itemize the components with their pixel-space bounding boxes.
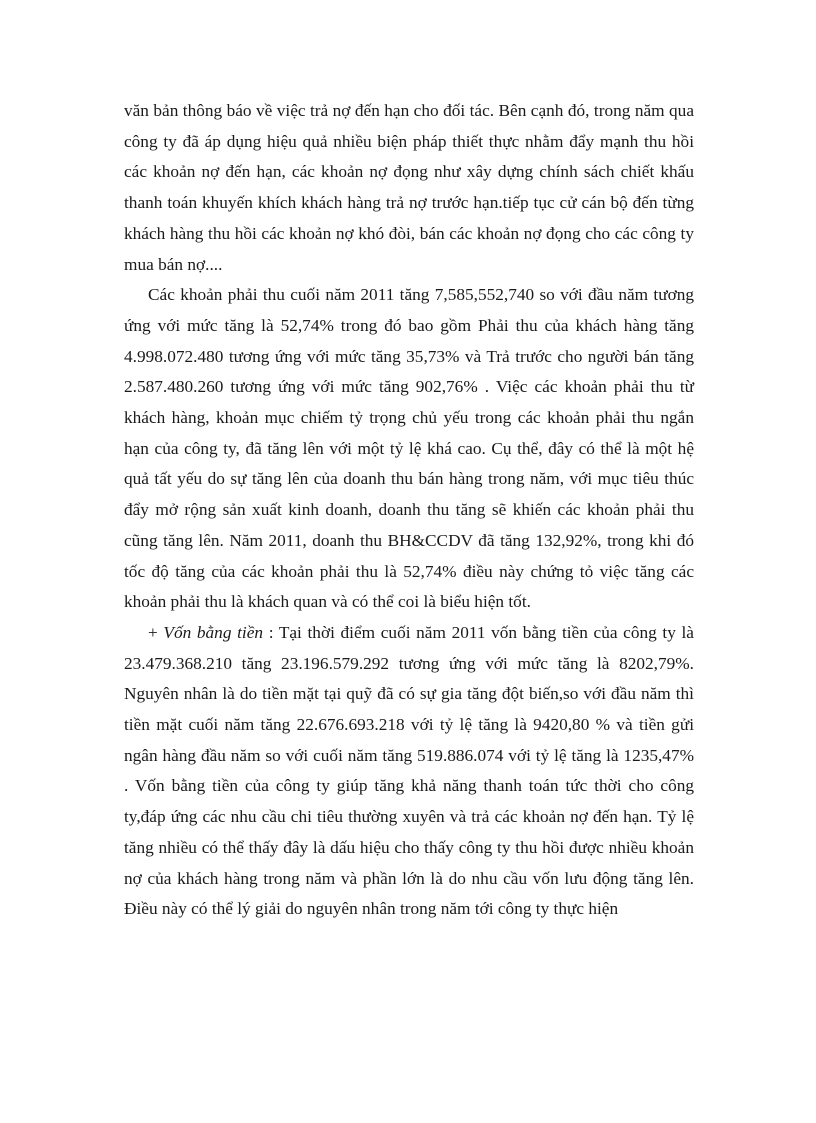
paragraph-cash-capital-body: : Tại thời điểm cuối năm 2011 vốn bằng tiền của công ty là 23.479.368.210 tăng 23.196.579.292 tương ứng với mức tăng là 8202,79%. Nguyên nhân là do tiền mặt tại quỹ đã có sự gia tăng đột biến,so với đầu năm thì tiền mặt cuối năm tăng 22.676.693.218 với tỷ lệ tăng là 9420,80 % và tiền gửi ngân hàng đầu năm so với cuối năm tăng 519.886.074 với tỷ lệ tăng là 1235,47% . Vốn bằng tiền của công ty giúp tăng khả năng thanh toán tức thời cho công ty,đáp ứng các nhu cầu chi tiêu thường xuyên và trả các khoản nợ đến hạn. Tỷ lệ tăng nhiều có thể thấy đây là dấu hiệu cho thấy công ty thu hồi được nhiều khoản nợ của khách hàng trong năm và phần lớn là do nhu cầu vốn lưu động tăng lên. Điều này có thể lý giải do nguyên nhân trong năm tới công ty thực hiện bbox=[124, 622, 694, 919]
bullet-plus: + bbox=[148, 622, 158, 642]
document-body bbox=[124, 96, 694, 925]
heading-cash-capital: Vốn bằng tiền bbox=[163, 622, 264, 642]
paragraph-receivables: Các khoản phải thu cuối năm 2011 tăng 7,585,552,740 so với đầu năm tương ứng với mức tăng là 52,74% trong đó bao gồm Phải thu của khách hàng tăng 4.998.072.480 tương ứng với mức tăng 35,73% và Trả trước cho người bán tăng 2.587.480.260 tương ứng với mức tăng 902,76% . Việc các khoản phải thu từ khách hàng, khoản mục chiếm tỷ trọng chủ yếu trong các khoản phải thu ngắn hạn của công ty, đã tăng lên với một tỷ lệ khá cao. Cụ thể, đây có thể là một hệ quả tất yếu do sự tăng lên của doanh thu bán hàng trong năm, với mục tiêu thúc đẩy mở rộng sản xuất kinh doanh, doanh thu tăng sẽ khiến các khoản phải thu cũng tăng lên. Năm 2011, doanh thu BH&CCDV đã tăng 132,92%, trong khi đó tốc độ tăng của các khoản phải thu là 52,74% điều này chứng tỏ việc tăng các khoản phải thu là khách quan và có thể coi là biểu hiện tốt. bbox=[124, 285, 694, 612]
paragraph-debt-collection: văn bản thông báo về việc trả nợ đến hạn cho đối tác. Bên cạnh đó, trong năm qua công ty đã áp dụng hiệu quả nhiều biện pháp thiết thực nhằm đẩy mạnh thu hồi các khoản nợ đến hạn, các khoản nợ đọng như xây dựng chính sách chiết khấu thanh toán khuyến khích khách hàng trả nợ trước hạn.tiếp tục cử cán bộ đến từng khách hàng thu hồi các khoản nợ khó đòi, bán các khoản nợ đọng cho các công ty mua bán nợ.... bbox=[124, 101, 694, 274]
paragraph-cash-capital bbox=[124, 618, 694, 925]
